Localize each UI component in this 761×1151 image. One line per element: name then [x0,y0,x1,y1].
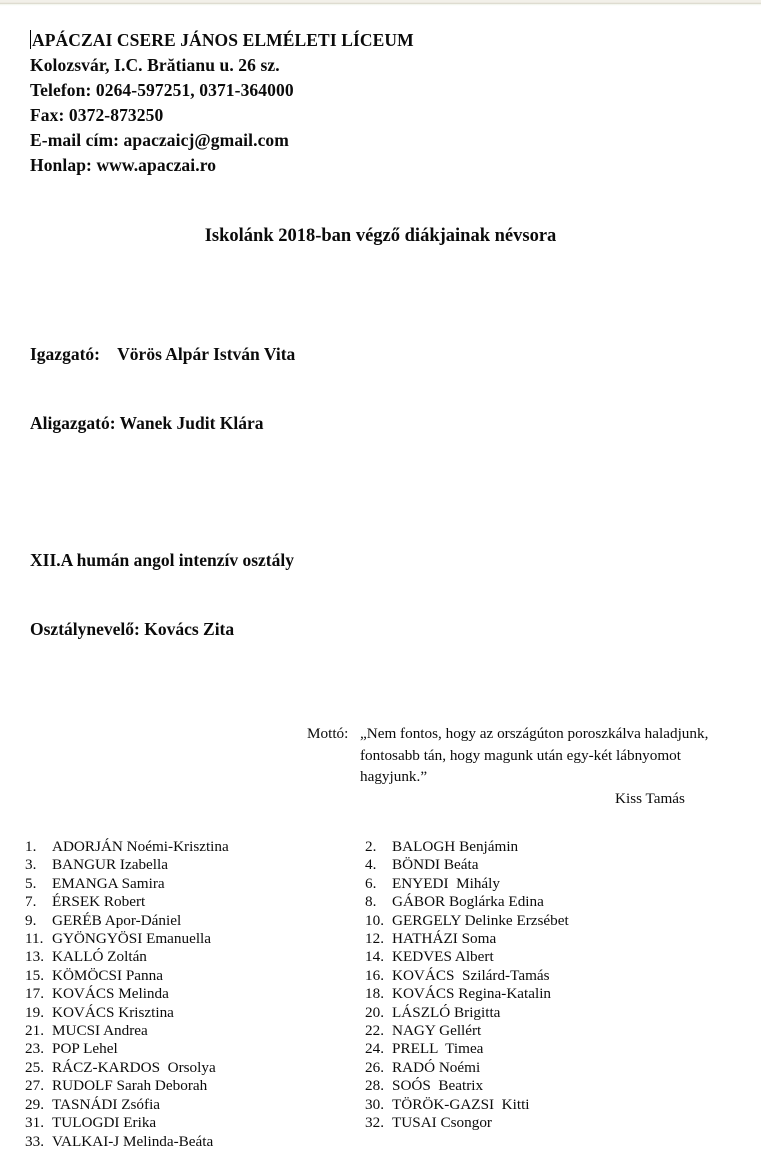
student-number: 31. [25,1114,44,1132]
motto-text [360,723,708,788]
student-list-item [25,1096,365,1114]
student-name: NAGY Gellért [392,1022,482,1040]
student-list-item [25,1022,365,1040]
student-list-left-column [25,838,365,1151]
student-list-item [25,948,365,966]
student-number: 18. [365,985,384,1003]
student-name: BANGUR Izabella [52,856,168,874]
student-list-item [365,912,569,930]
student-name: EMANGA Samira [52,874,165,892]
student-number: 30. [365,1095,384,1113]
class-teacher-line: Osztálynevelő: Kovács Zita [30,619,235,639]
student-number: 12. [365,930,384,948]
student-name: KOVÁCS Szilárd-Tamás [392,966,550,984]
student-number: 19. [25,1003,44,1021]
student-list-item [365,1004,569,1022]
student-name: GERÉB Apor-Dániel [52,911,182,929]
page-title: Iskolánk 2018-ban végző diákjainak névsora [204,226,557,246]
student-number: 15. [25,966,44,984]
student-number: 13. [25,948,44,966]
student-name: TUSAI Csongor [392,1114,492,1132]
student-number: 2. [365,838,377,855]
student-number: 29. [25,1095,44,1113]
school-header [30,6,761,178]
student-list-item [25,1040,365,1058]
student-list [25,838,761,1151]
student-number: 17. [25,985,44,1003]
student-number: 27. [25,1077,44,1095]
student-number: 11. [25,930,44,948]
student-list-item [25,1004,365,1022]
school-phone: Telefon: 0264-597251, 0371-364000 [30,80,294,100]
student-list-item [25,1133,365,1151]
student-list-item [365,1059,569,1077]
student-name: POP Lehel [52,1040,118,1058]
text-cursor [30,30,31,49]
student-list-item [25,1114,365,1132]
student-name: ENYEDI Mihály [392,874,500,892]
student-number: 21. [25,1022,44,1040]
student-number: 28. [365,1077,384,1095]
student-name: KOVÁCS Melinda [52,985,169,1003]
student-name: KÖMÖCSI Panna [52,966,163,984]
student-name: VALKAI-J Melinda-Beáta [52,1132,214,1150]
student-name: RÁCZ-KARDOS Orsolya [52,1058,216,1076]
student-number: 8. [365,893,377,911]
student-name: TÖRÖK-GAZSI Kitti [392,1095,530,1113]
student-list-item [25,838,365,856]
student-list-item [365,1077,569,1095]
student-number: 3. [25,856,37,874]
student-list-item [25,1059,365,1077]
student-name: RADÓ Noémi [392,1058,481,1076]
student-number: 10. [365,911,384,929]
student-list-item [365,1022,569,1040]
student-name: ÉRSEK Robert [52,893,146,911]
student-number: 14. [365,948,384,966]
school-email: E-mail cím: apaczaicj@gmail.com [30,130,289,150]
student-number: 5. [25,874,37,892]
student-number: 23. [25,1040,44,1058]
motto-author: Kiss Tamás [615,789,685,807]
student-list-item [365,930,569,948]
student-list-item [365,893,569,911]
student-name: KALLÓ Zoltán [52,948,147,966]
student-list-item [25,893,365,911]
student-name: PRELL Timea [392,1040,484,1058]
motto-line-2: fontosabb tán, hogy magunk után egy-két lábnyomot [360,746,681,764]
student-name: BÖNDI Beáta [392,856,479,874]
student-number: 1. [25,838,37,855]
student-number: 6. [365,874,377,892]
student-list-item [25,912,365,930]
motto-line-3: hagyjunk.” [360,768,428,785]
student-list-item [25,1077,365,1095]
student-name: GERGELY Delinke Erzsébet [392,911,569,929]
motto-line-1: „Nem fontos, hogy az országúton poroszkálva haladjunk, [360,725,709,742]
student-list-right-column [365,838,569,1151]
student-number: 26. [365,1058,384,1076]
student-list-item [25,985,365,1003]
administration-block [30,297,761,481]
student-number: 33. [25,1132,44,1150]
student-list-item [365,875,569,893]
student-list-item [25,967,365,985]
student-name: TASNÁDI Zsófia [52,1095,161,1113]
student-name: TULOGDI Erika [52,1114,157,1132]
vice-principal-line: Aligazgató: Wanek Judit Klára [30,413,264,433]
student-name: KEDVES Albert [392,948,494,966]
school-name-line [30,28,761,53]
document-content [0,6,761,1151]
student-list-item [365,985,569,1003]
student-name: GYÖNGYÖSI Emanuella [52,930,212,948]
student-number: 25. [25,1058,44,1076]
student-number: 32. [365,1114,384,1132]
student-number: 4. [365,856,377,874]
school-website: Honlap: www.apaczai.ro [30,155,217,175]
student-name: BALOGH Benjámin [392,838,519,855]
student-name: SOÓS Beatrix [392,1077,484,1095]
student-list-item [365,1040,569,1058]
school-name: APÁCZAI CSERE JÁNOS ELMÉLETI LÍCEUM [32,30,414,50]
student-name: RUDOLF Sarah Deborah [52,1077,208,1095]
student-number: 9. [25,911,37,929]
motto-row [307,723,761,788]
class-name-line: XII.A humán angol intenzív osztály [30,550,294,570]
student-number: 16. [365,966,384,984]
motto-label: Mottó: [307,725,349,742]
student-name: KOVÁCS Regina-Katalin [392,985,552,1003]
student-list-item [365,967,569,985]
student-list-item [365,1096,569,1114]
student-number: 20. [365,1003,384,1021]
student-list-item [25,856,365,874]
student-list-item [365,856,569,874]
student-name: ADORJÁN Noémi-Krisztina [52,838,229,855]
student-list-item [365,1114,569,1132]
student-list-item [365,838,569,856]
student-number: 7. [25,893,37,911]
student-name: LÁSZLÓ Brigitta [392,1003,501,1021]
student-list-item [25,930,365,948]
class-info-block [30,503,761,687]
student-name: MUCSI Andrea [52,1022,148,1040]
principal-line: Igazgató: Vörös Alpár István Vita [30,344,296,364]
student-list-item [25,875,365,893]
school-address: Kolozsvár, I.C. Brătianu u. 26 sz. [30,55,280,75]
student-name: GÁBOR Boglárka Edina [392,893,544,911]
school-fax: Fax: 0372-873250 [30,105,164,125]
student-name: HATHÁZI Soma [392,930,497,948]
motto-block [30,723,761,809]
student-number: 22. [365,1022,384,1040]
student-list-item [365,948,569,966]
student-name: KOVÁCS Krisztina [52,1003,174,1021]
student-number: 24. [365,1040,384,1058]
